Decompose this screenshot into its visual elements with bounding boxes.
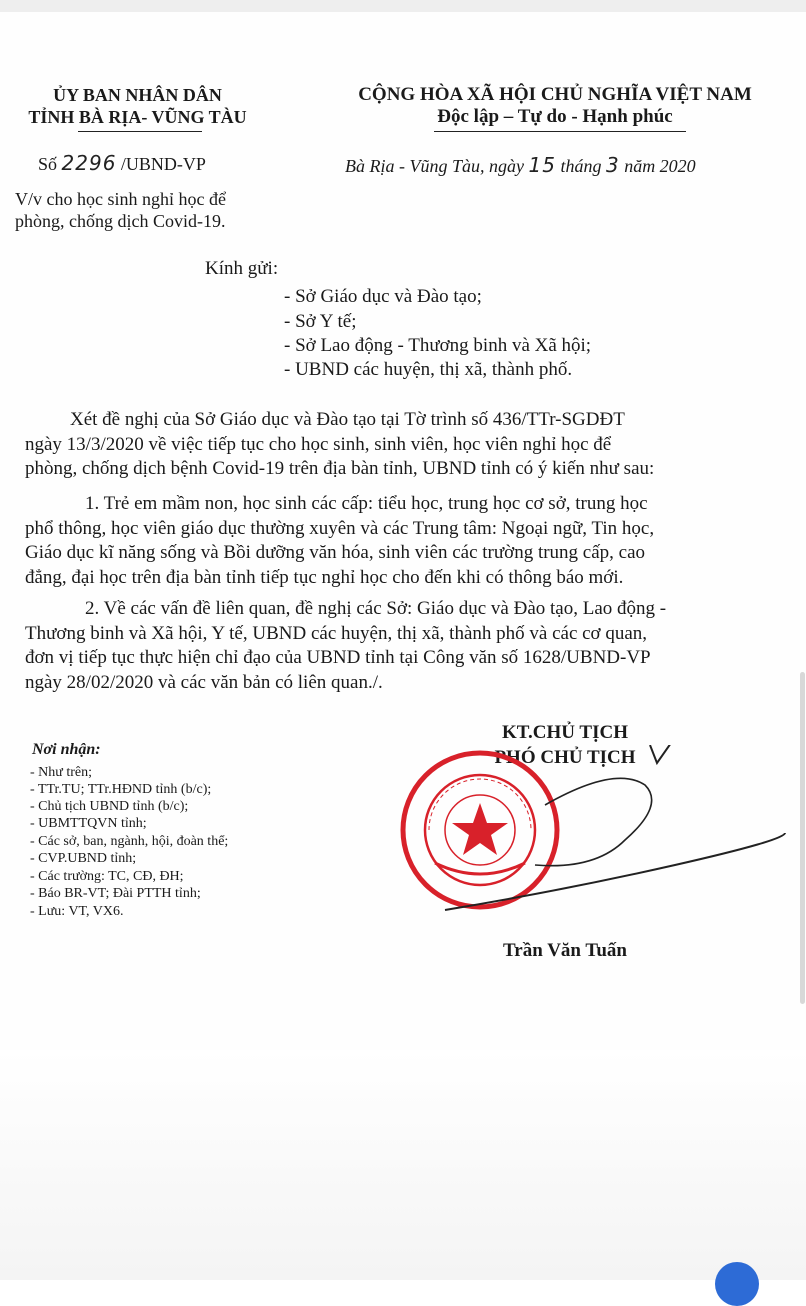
status-bar <box>0 0 806 12</box>
body-line: Giáo dục kĩ năng sống và Bồi dưỡng văn hóa, sinh viên các trường trung cấp, cao <box>25 542 646 563</box>
body-line: Thương binh và Xã hội, Y tế, UBND các huyện, thị xã, thành phố và các cơ quan, <box>25 622 648 644</box>
recipient-item: - CVP.UBND tỉnh; <box>30 851 137 866</box>
signer-name: Trần Văn Tuấn <box>503 940 627 961</box>
subject-line2: phòng, chống dịch Covid-19. <box>15 211 226 231</box>
recipient-item: - Các trường: TC, CĐ, ĐH; <box>30 869 184 884</box>
addressee-item: - Sở Y tế; <box>284 311 357 332</box>
signature-title-2: PHÓ CHỦ TỊCH <box>494 747 636 768</box>
place-date <box>345 153 696 177</box>
body-paragraph-1 <box>25 408 785 482</box>
addressee-item: - Sở Giáo dục và Đào tạo; <box>284 286 482 307</box>
body-line: phổ thông, học viên giáo dục thường xuyên và các Trung tâm: Ngoại ngữ, Tin học, <box>25 517 655 539</box>
signature-title-1: KT.CHỦ TỊCH <box>502 722 628 743</box>
recipient-item: - Chủ tịch UBND tỉnh (b/c); <box>30 799 189 814</box>
subject <box>15 188 295 232</box>
date-part2: tháng <box>560 156 602 176</box>
recipient-item: - TTr.TU; TTr.HĐND tỉnh (b/c); <box>30 782 212 797</box>
doc-number-handwritten: 2296 <box>61 151 117 175</box>
agency-header <box>10 84 265 128</box>
addressees-label: Kính gửi: <box>205 258 279 279</box>
body-line: 2. Về các vấn đề liên quan, đề nghị các Sở: Giáo dục và Đào tạo, Lao động - <box>85 598 667 619</box>
nation-line2: Độc lập – Tự do - Hạnh phúc <box>437 106 673 127</box>
floating-action-button[interactable] <box>715 1262 759 1306</box>
nation-underline <box>434 131 686 132</box>
date-month: 3 <box>605 153 620 177</box>
agency-line1: ỦY BAN NHÂN DÂN <box>53 85 222 105</box>
body-line: 1. Trẻ em mầm non, học sinh các cấp: tiểu học, trung học cơ sở, trung học <box>85 493 648 514</box>
seal-stamp <box>403 753 557 907</box>
page-shadow <box>0 1050 806 1280</box>
body-line: ngày 28/02/2020 và các văn bản có liên quan./. <box>25 671 383 693</box>
recipient-item: - Lưu: VT, VX6. <box>30 904 124 919</box>
document-number <box>38 151 206 175</box>
recipient-item: - Các sở, ban, ngành, hội, đoàn thể; <box>30 834 229 849</box>
official-seal <box>395 745 795 920</box>
body-line: đơn vị tiếp tục thực hiện chỉ đạo của UBND tỉnh tại Công văn số 1628/UBND-VP <box>25 647 651 668</box>
body-paragraph-3 <box>25 597 785 695</box>
recipient-item: - Như trên; <box>30 765 93 780</box>
recipient-item: - UBMTTQVN tỉnh; <box>30 816 147 831</box>
nation-header <box>325 84 785 128</box>
doc-number-suffix: /UBND-VP <box>120 154 206 174</box>
agency-line2: TỈNH BÀ RỊA- VŨNG TÀU <box>28 107 247 127</box>
agency-underline <box>78 131 202 132</box>
body-line: đẳng, đại học trên địa bàn tỉnh tiếp tục nghỉ học cho đến khi có thông báo mới. <box>25 566 624 588</box>
date-part3: năm 2020 <box>624 156 696 176</box>
initial-checkmark <box>650 745 671 763</box>
addressee-item: - UBND các huyện, thị xã, thành phố. <box>284 359 573 380</box>
body-line: Xét đề nghị của Sở Giáo dục và Đào tạo tại Tờ trình số 436/TTr-SGDĐT <box>70 409 625 430</box>
date-day: 15 <box>528 153 556 177</box>
date-part1: Bà Rịa - Vũng Tàu, ngày <box>345 156 524 176</box>
body-paragraph-2 <box>25 492 785 590</box>
recipients-title: Nơi nhận: <box>32 741 101 758</box>
nation-line1: CỘNG HÒA XÃ HỘI CHỦ NGHĨA VIỆT NAM <box>358 84 752 105</box>
body-line: phòng, chống dịch bệnh Covid-19 trên địa bàn tỉnh, UBND tỉnh có ý kiến như sau: <box>25 458 655 479</box>
body-line: ngày 13/3/2020 về việc tiếp tục cho học sinh, sinh viên, học viên nghỉ học để <box>25 433 612 455</box>
addressee-item: - Sở Lao động - Thương binh và Xã hội; <box>284 335 592 356</box>
recipient-item: - Báo BR-VT; Đài PTTH tỉnh; <box>30 886 201 901</box>
subject-line1: V/v cho học sinh nghỉ học để <box>15 189 226 209</box>
scrollbar[interactable] <box>800 672 805 1004</box>
doc-number-prefix: Số <box>38 154 58 174</box>
